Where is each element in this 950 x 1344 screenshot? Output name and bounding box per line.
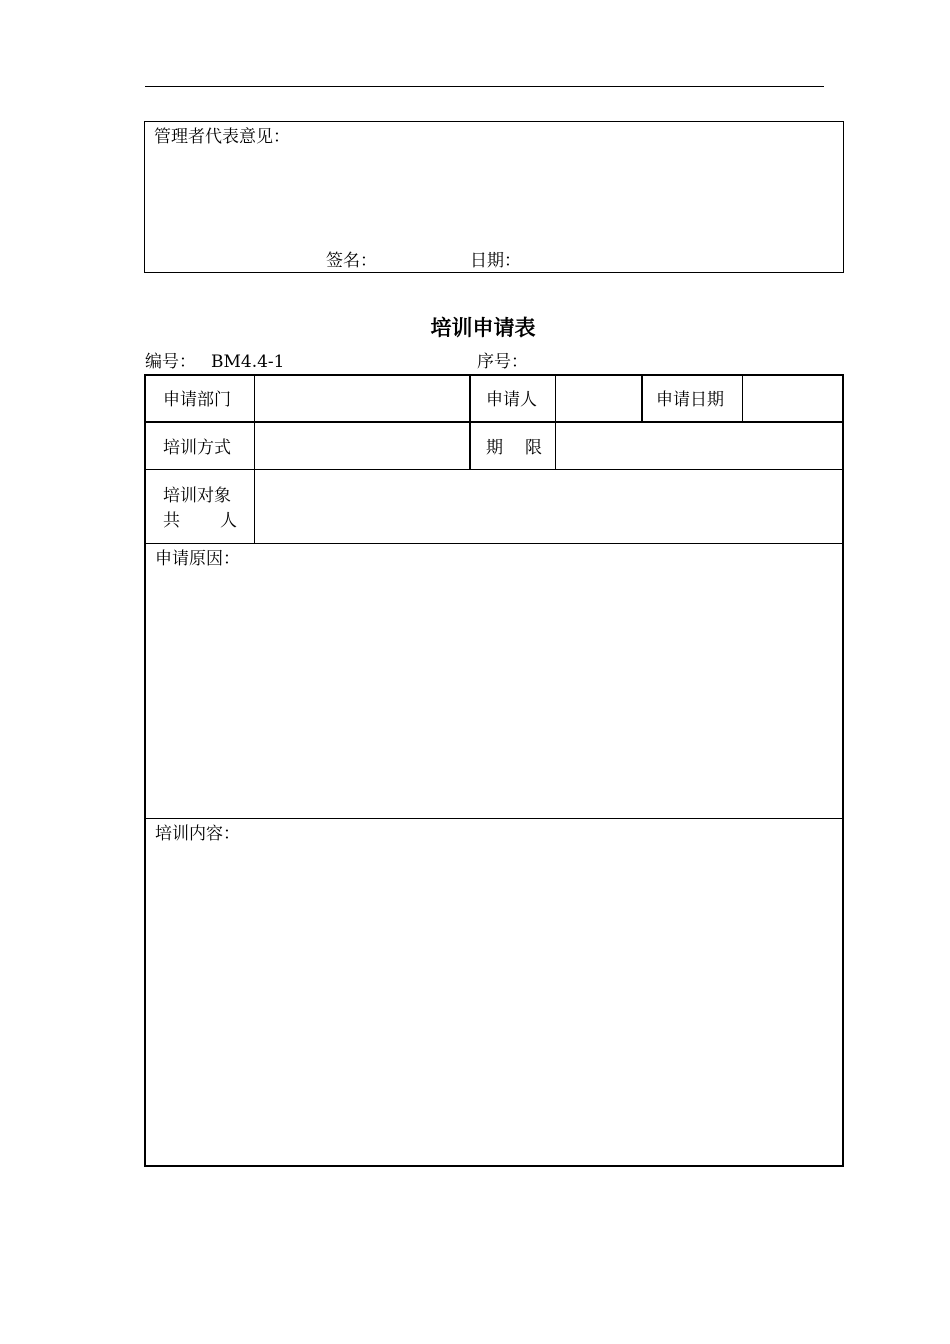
row-divider (146, 818, 842, 819)
signature-label: 签名： (326, 251, 377, 271)
date-label: 日期： (470, 251, 521, 271)
period-label-char-2: 限 (525, 438, 542, 458)
applicant-field[interactable] (557, 376, 640, 420)
representative-opinion-box (144, 121, 844, 273)
reason-label: 申请原因： (155, 549, 240, 569)
application-table (144, 374, 844, 1167)
dept-label: 申请部门 (163, 390, 231, 410)
representative-opinion-label: 管理者代表意见： (154, 127, 290, 147)
content-field[interactable] (146, 846, 842, 1164)
content-label: 培训内容： (155, 824, 240, 844)
period-label (486, 438, 542, 458)
period-field[interactable] (557, 423, 842, 469)
method-field[interactable] (256, 423, 468, 469)
total-label-char-2: 人 (220, 511, 237, 531)
target-field[interactable] (256, 470, 842, 542)
column-divider (469, 376, 471, 469)
column-divider (641, 376, 643, 421)
reason-field[interactable] (146, 571, 842, 817)
form-code-label: 编号： (145, 352, 196, 372)
column-divider (742, 376, 743, 421)
method-label: 培训方式 (163, 438, 231, 458)
row-divider (146, 543, 842, 544)
total-label-char-1: 共 (163, 511, 180, 531)
serial-label: 序号： (477, 352, 528, 372)
dept-field[interactable] (256, 376, 468, 420)
target-label: 培训对象 (163, 486, 231, 506)
column-divider (254, 376, 255, 543)
apply-date-label: 申请日期 (656, 390, 724, 410)
total-people-label (163, 511, 237, 531)
form-title: 培训申请表 (430, 316, 536, 340)
applicant-label: 申请人 (486, 390, 537, 410)
period-label-char-1: 期 (486, 438, 503, 458)
form-code-value: BM4.4-1 (211, 352, 285, 372)
header-rule (145, 86, 824, 87)
column-divider (555, 376, 556, 469)
apply-date-field[interactable] (744, 376, 842, 420)
